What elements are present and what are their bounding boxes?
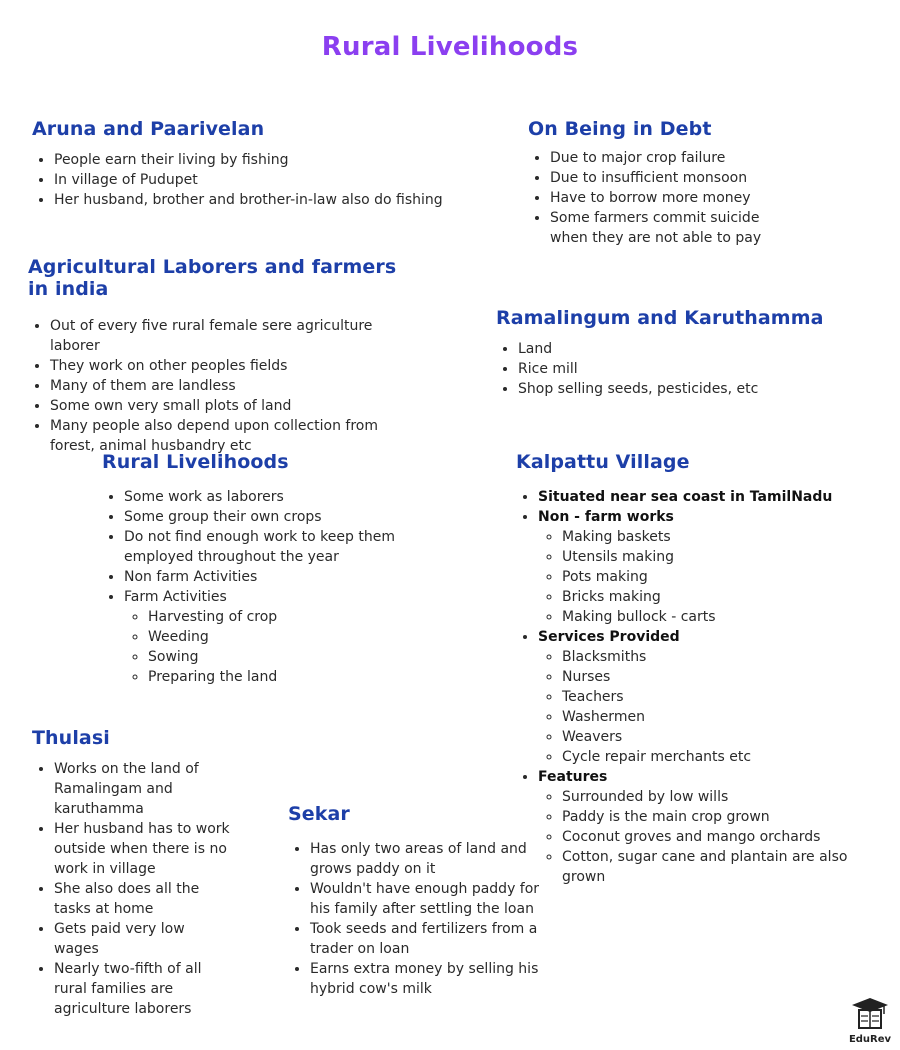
section-heading: Kalpattu Village xyxy=(516,451,690,473)
list-item: • She also does all the tasks at home xyxy=(54,879,232,919)
bullet-list xyxy=(528,148,798,248)
section-heading: Sekar xyxy=(288,803,350,825)
bullet-list xyxy=(32,150,462,210)
sub-list-item: ◦ Coconut groves and mango orchards xyxy=(562,827,886,847)
section-rama xyxy=(496,307,856,399)
list-item: • Nearly two-fifth of all rural families are agriculture laborers xyxy=(54,959,232,1019)
bullet-list xyxy=(496,339,856,399)
list-item xyxy=(124,587,452,687)
sub-list-item: ◦ Blacksmiths xyxy=(562,647,886,667)
sub-list-item: ◦ Making baskets xyxy=(562,527,886,547)
list-item: • Shop selling seeds, pesticides, etc xyxy=(518,379,856,399)
list-item: • Wouldn't have enough paddy for his family after settling the loan xyxy=(310,879,563,919)
list-item-label: Situated near sea coast in TamilNadu xyxy=(538,489,833,505)
list-item: • Have to borrow more money xyxy=(550,188,798,208)
section-heading: On Being in Debt xyxy=(528,118,712,140)
section-heading: Aruna and Paarivelan xyxy=(32,118,265,140)
sub-list xyxy=(538,787,886,887)
list-item: • Some work as laborers xyxy=(124,487,452,507)
list-item: • Rice mill xyxy=(518,359,856,379)
sub-list-item: ◦ Preparing the land xyxy=(148,667,452,687)
list-item-label: Non - farm works xyxy=(538,509,674,525)
list-item-label: Services Provided xyxy=(538,629,680,645)
list-item: • Some farmers commit suicide when they are not able to pay xyxy=(550,208,798,248)
section-thulasi xyxy=(32,727,232,1019)
sub-list-item: ◦ Sowing xyxy=(148,647,452,667)
list-item-label: Features xyxy=(538,769,608,785)
section-kalpattu xyxy=(516,451,886,887)
list-item: • Her husband has to work outside when there is no work in village xyxy=(54,819,232,879)
sub-list-item: ◦ Pots making xyxy=(562,567,886,587)
sub-list-item: ◦ Nurses xyxy=(562,667,886,687)
sub-list xyxy=(538,647,886,767)
list-item: • Some group their own crops xyxy=(124,507,452,527)
list-item-label: Farm Activities xyxy=(124,589,227,605)
sub-list-item: ◦ Utensils making xyxy=(562,547,886,567)
bullet-list xyxy=(102,487,452,687)
list-item xyxy=(538,767,886,887)
section-rural xyxy=(102,451,452,687)
list-item: • Many people also depend upon collection from forest, animal husbandry etc xyxy=(50,416,418,456)
list-item: • Due to insufficient monsoon xyxy=(550,168,798,188)
section-heading: Thulasi xyxy=(32,727,110,749)
sub-list-item: ◦ Teachers xyxy=(562,687,886,707)
sub-list xyxy=(538,527,886,627)
list-item: • Non farm Activities xyxy=(124,567,452,587)
list-item: • Land xyxy=(518,339,856,359)
list-item xyxy=(538,487,886,507)
section-heading: Agricultural Laborers and farmers in india xyxy=(28,256,397,300)
bullet-list xyxy=(516,487,886,887)
list-item: • Out of every five rural female sere agriculture laborer xyxy=(50,316,418,356)
list-item: • Has only two areas of land and grows paddy on it xyxy=(310,839,563,879)
page-title: Rural Livelihoods xyxy=(321,32,579,62)
section-heading: Rural Livelihoods xyxy=(102,451,289,473)
list-item xyxy=(538,507,886,627)
graduation-cap-icon xyxy=(850,996,890,1030)
list-item: • Some own very small plots of land xyxy=(50,396,418,416)
list-item: • Many of them are landless xyxy=(50,376,418,396)
list-item: • Her husband, brother and brother-in-law also do fishing xyxy=(54,190,462,210)
sub-list-item: ◦ Paddy is the main crop grown xyxy=(562,807,886,827)
list-item: • They work on other peoples fields xyxy=(50,356,418,376)
list-item: • Do not find enough work to keep them employed throughout the year xyxy=(124,527,452,567)
sub-list xyxy=(124,607,452,687)
sub-list-item: ◦ Bricks making xyxy=(562,587,886,607)
list-item: • People earn their living by fishing xyxy=(54,150,462,170)
list-item: • Earns extra money by selling his hybrid cow's milk xyxy=(310,959,563,999)
sub-list-item: ◦ Cotton, sugar cane and plantain are also grown xyxy=(562,847,886,887)
bullet-list xyxy=(28,316,418,456)
list-item: • In village of Pudupet xyxy=(54,170,462,190)
sub-list-item: ◦ Cycle repair merchants etc xyxy=(562,747,886,767)
sub-list-item: ◦ Harvesting of crop xyxy=(148,607,452,627)
sub-list-item: ◦ Weeding xyxy=(148,627,452,647)
section-heading: Ramalingum and Karuthamma xyxy=(496,307,824,329)
sub-list-item: ◦ Surrounded by low wills xyxy=(562,787,886,807)
list-item: • Works on the land of Ramalingam and karuthamma xyxy=(54,759,232,819)
section-agri xyxy=(28,256,418,456)
section-aruna xyxy=(32,118,462,210)
section-debt xyxy=(528,118,798,248)
sub-list-item: ◦ Washermen xyxy=(562,707,886,727)
sub-list-item: ◦ Weavers xyxy=(562,727,886,747)
bullet-list xyxy=(32,759,232,1019)
list-item: • Due to major crop failure xyxy=(550,148,798,168)
logo-label: EduRev xyxy=(848,1034,892,1045)
list-item: • Took seeds and fertilizers from a trader on loan xyxy=(310,919,563,959)
edurev-logo xyxy=(848,996,892,1045)
bullet-list xyxy=(288,839,563,999)
section-sekar xyxy=(288,803,563,999)
list-item: • Gets paid very low wages xyxy=(54,919,232,959)
list-item xyxy=(538,627,886,767)
sub-list-item: ◦ Making bullock - carts xyxy=(562,607,886,627)
